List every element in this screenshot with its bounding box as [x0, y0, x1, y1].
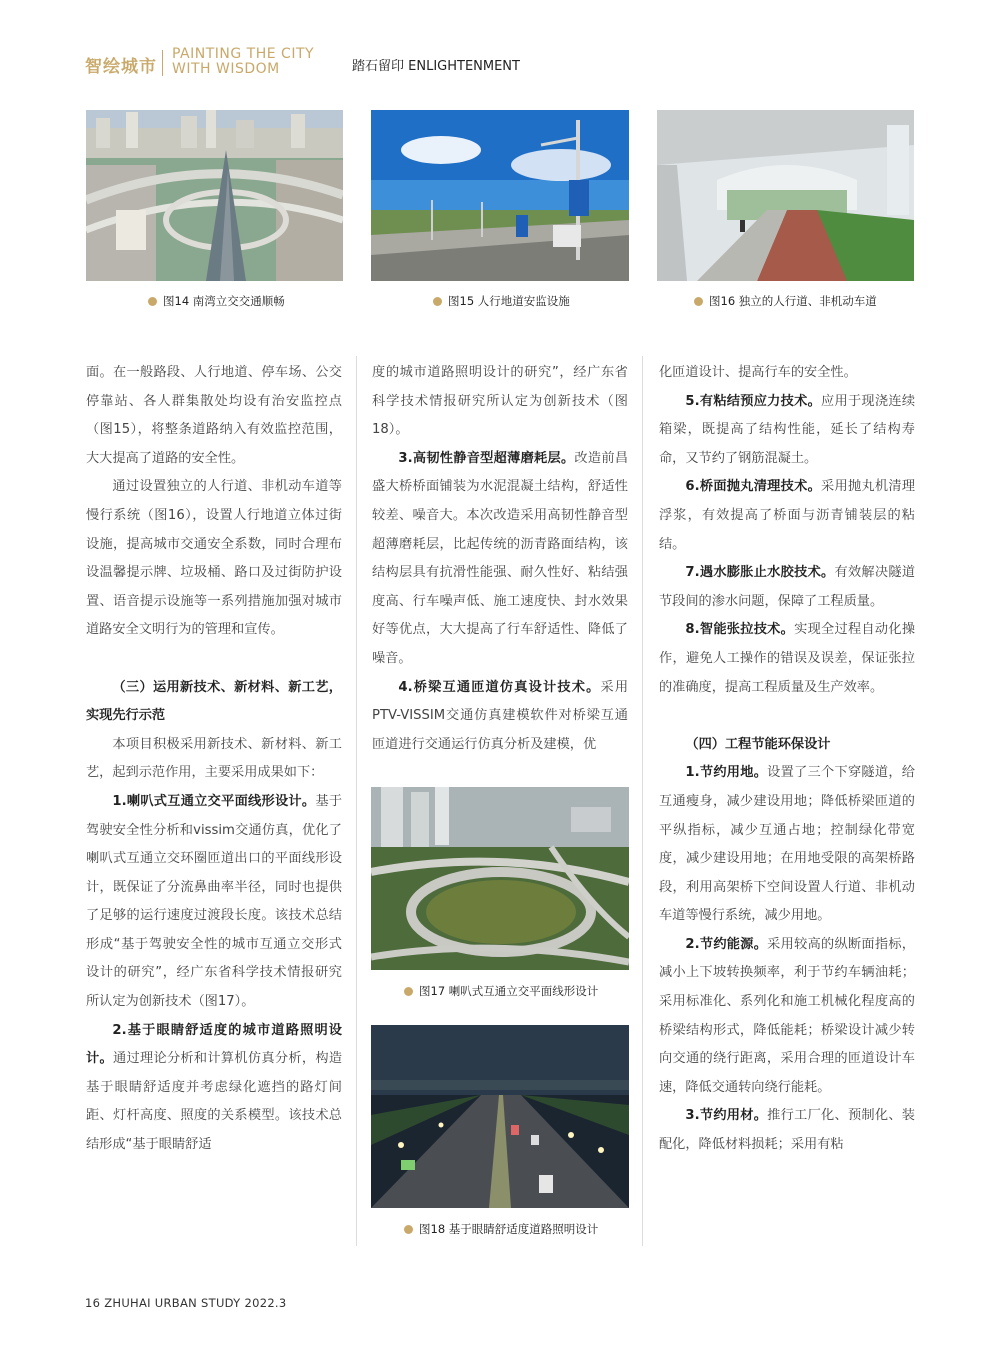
text-column-2 — [372, 359, 628, 759]
paragraph: 化匝道设计、提高行车的安全性。 — [659, 365, 857, 380]
caption-bullet-icon — [404, 987, 413, 996]
tech-text: 通过理论分析和计算机仿真分析，构造基于眼睛舒适度并考虑绿化遮挡的路灯间距、灯杆高度、照度的关系模型。该技术总结形成“基于眼睛舒适 — [86, 1051, 343, 1153]
figure-17-photo — [371, 787, 629, 970]
paragraph — [86, 788, 342, 1017]
text-column-1 — [86, 359, 342, 1160]
figure-14-caption: 图14 南湾立交交通顺畅 — [148, 293, 285, 309]
column-divider — [642, 356, 643, 1246]
tech-title: 4.桥梁互通匝道仿真设计技术。 — [398, 679, 601, 695]
tech-title: 8.智能张拉技术。 — [685, 622, 795, 638]
magazine-title-en — [172, 47, 314, 77]
title-en-line2: WITH WISDOM — [172, 61, 280, 77]
figure-15-photo — [371, 110, 629, 281]
column-divider — [356, 356, 357, 1246]
paragraph — [659, 616, 915, 702]
caption-bullet-icon — [404, 1225, 413, 1234]
tech-title: 2.节约能源。 — [685, 936, 768, 952]
paragraph: 通过设置独立的人行道、非机动车道等慢行系统（图16），设置人行地道立体过街设施，提高城市交通安全系数，同时合理布设温馨提示牌、垃圾桶、路口及过街防护设置、语音提示设施等一系列措施加强对城市道路安全文明行为的管理和宣传。 — [86, 479, 342, 638]
figure-14-photo — [86, 110, 343, 281]
paragraph — [659, 759, 915, 931]
header-divider — [162, 50, 163, 76]
paragraph — [659, 1102, 915, 1159]
tech-title: 5.有粘结预应力技术。 — [685, 393, 822, 409]
paragraph: 本项目积极采用新技术、新材料、新工艺，起到示范作用，主要采用成果如下： — [86, 736, 342, 781]
tech-title: 7.遇水膨胀止水胶技术。 — [685, 565, 835, 581]
paragraph: 度的城市道路照明设计的研究”，经广东省科学技术情报研究所认定为创新技术（图18）。 — [372, 365, 628, 438]
tech-text: 改造前昌盛大桥桥面铺装为水泥混凝土结构，舒适性较差、噪音大。本次改造采用高韧性静音型超薄磨耗层，比起传统的沥青路面结构，该结构层具有抗滑性能强、耐久性好、粘结强度高、行车噪声低、施工速度快、封水效果好等优点，大大提高了行车舒适性、降低了噪音。 — [372, 450, 629, 666]
tech-text: 采用较高的纵断面指标，减小上下坡转换频率，利于节约车辆油耗；采用标准化、系列化和施工机械化程度高的桥梁结构形式，降低能耗；桥梁设计减少转向交通的绕行距离，采用合理的匝道设计车速，降低交通转向绕行能耗。 — [659, 936, 915, 1095]
figure-18-caption: 图18 基于眼睛舒适度道路照明设计 — [404, 1221, 598, 1237]
page-footer: 16 ZHUHAI URBAN STUDY 2022.3 — [85, 1296, 287, 1310]
section-name: 踏石留印 ENLIGHTENMENT — [352, 59, 520, 74]
figure-18-photo — [371, 1025, 629, 1208]
paragraph — [659, 388, 915, 474]
caption-bullet-icon — [694, 297, 703, 306]
caption-bullet-icon — [433, 297, 442, 306]
figure-16-photo — [657, 110, 914, 281]
title-en-line1: PAINTING THE CITY — [172, 46, 315, 62]
figure-17-caption: 图17 喇叭式互通立交平面线形设计 — [404, 983, 598, 999]
tech-text: 采用抛丸机清理浮浆，有效提高了桥面与沥青铺装层的粘结。 — [659, 479, 916, 552]
tech-text: 实现全过程自动化操作，避免人工操作的错误及误差，保证张拉的准确度，提高工程质量及生产效率。 — [659, 622, 916, 695]
tech-title: 1.节约用地。 — [685, 765, 768, 781]
paragraph: 面。在一般路段、人行地道、停车场、公交停靠站、各人群集散处均设有治安监控点（图15），将整条道路纳入有效监控范围，大大提高了道路的安全性。 — [86, 365, 342, 466]
text-column-3 — [659, 359, 915, 1160]
tech-text: 基于驾驶安全性分析和vissim交通仿真，优化了喇叭式互通立交环圈匝道出口的平面线形设计，既保证了分流鼻曲率半径，同时也提供了足够的运行速度过渡段长度。该技术总结形成“基于驾驶安全性的城市互通立交形式设计的研究”，经广东省科学技术情报研究所认定为创新技术（图17）。 — [86, 793, 343, 1010]
section-heading: （三）运用新技术、新材料、新工艺，实现先行示范 — [86, 679, 342, 724]
tech-text: 设置了三个下穿隧道，给互通瘦身，减少建设用地；降低桥梁匝道的平纵指标，减少互通占地；控制绿化带宽度，减少建设用地；在用地受限的高架桥路段，利用高架桥下空间设置人行道、非机动车道等慢行系统，减少用地。 — [659, 765, 915, 924]
tech-title: 3.节约用材。 — [685, 1108, 768, 1124]
caption-bullet-icon — [148, 297, 157, 306]
paragraph — [372, 674, 628, 760]
figure-16-caption: 图16 独立的人行道、非机动车道 — [694, 293, 877, 309]
tech-text: 应用于现浇连续箱梁，既提高了结构性能，延长了结构寿命，又节约了钢筋混凝土。 — [659, 393, 916, 466]
tech-text: 推行工厂化、预制化、装配化，降低材料损耗；采用有粘 — [659, 1108, 915, 1153]
tech-title: 3.高韧性静音型超薄磨耗层。 — [398, 450, 575, 466]
paragraph — [659, 931, 915, 1103]
paragraph — [659, 473, 915, 559]
figure-15-caption: 图15 人行地道安监设施 — [433, 293, 570, 309]
tech-text: 有效解决隧道节段间的渗水问题，保障了工程质量。 — [659, 565, 916, 609]
tech-title: 1.喇叭式互通立交平面线形设计。 — [112, 793, 316, 809]
section-heading: （四）工程节能环保设计 — [685, 736, 831, 752]
paragraph — [372, 445, 628, 674]
tech-text: 采用PTV-VISSIM交通仿真建模软件对桥梁互通匝道进行交通运行仿真分析及建模，优 — [372, 679, 629, 752]
tech-title: 6.桥面抛丸清理技术。 — [685, 479, 822, 495]
paragraph — [659, 559, 915, 616]
paragraph — [86, 1017, 342, 1160]
tech-title: 2.基于眼睛舒适度的城市道路照明设计。 — [86, 1022, 342, 1067]
magazine-title-cn: 智绘城市 — [85, 57, 157, 77]
